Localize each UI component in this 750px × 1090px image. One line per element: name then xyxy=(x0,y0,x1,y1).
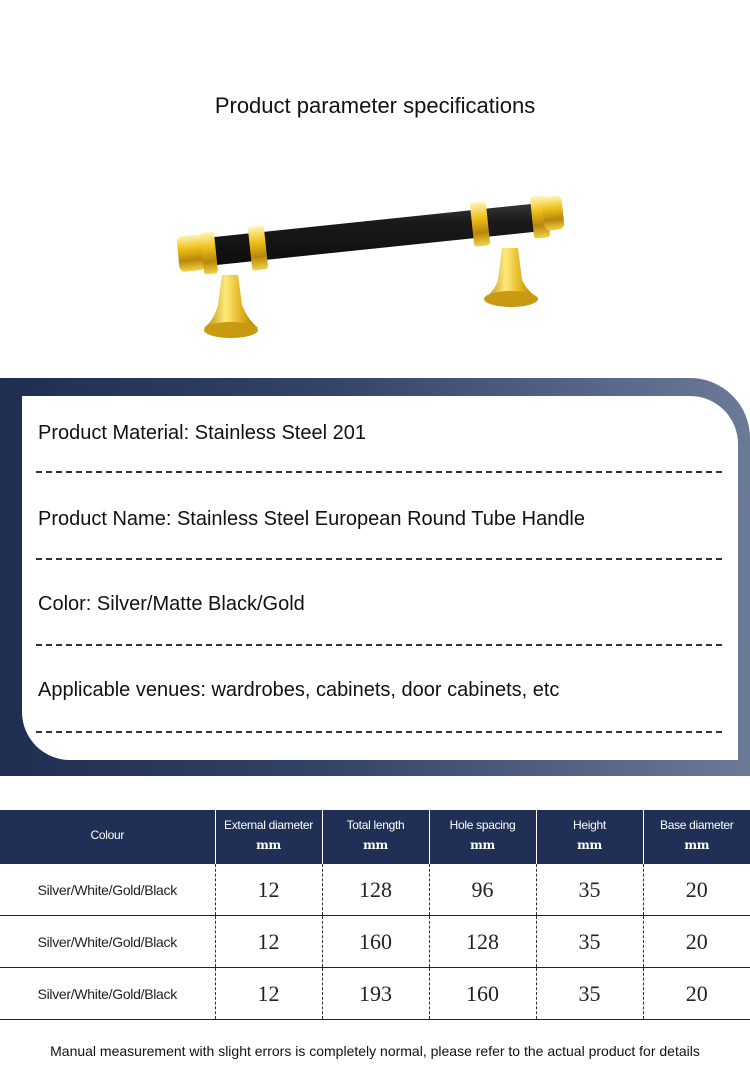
cell-total-length: 160 xyxy=(322,916,429,968)
cell-hole-spacing: 128 xyxy=(429,916,536,968)
col-header-height: Height mm xyxy=(536,810,643,864)
col-header-base-diameter: Base diameter mm xyxy=(643,810,750,864)
col-header-hole-spacing: Hole spacing mm xyxy=(429,810,536,864)
table-row xyxy=(0,864,750,916)
cell-height: 35 xyxy=(536,916,643,968)
measurement-note: Manual measurement with slight errors is completely normal, please refer to the actual product for details xyxy=(50,1043,700,1059)
cell-height: 35 xyxy=(536,968,643,1020)
cell-base-diameter: 20 xyxy=(643,916,750,968)
cell-base-diameter: 20 xyxy=(643,968,750,1020)
cell-total-length: 193 xyxy=(322,968,429,1020)
table-row xyxy=(0,916,750,968)
dashed-divider xyxy=(36,558,722,560)
table-row xyxy=(0,968,750,1020)
dashed-divider xyxy=(36,644,722,646)
cell-hole-spacing: 96 xyxy=(429,864,536,916)
cell-external-diameter: 12 xyxy=(215,916,322,968)
cell-colour: Silver/White/Gold/Black xyxy=(0,968,215,1020)
col-header-external-diameter: External diameter mm xyxy=(215,810,322,864)
cell-colour: Silver/White/Gold/Black xyxy=(0,864,215,916)
spec-name: Product Name: Stainless Steel European Round Tube Handle xyxy=(38,508,586,530)
col-header-colour: Colour xyxy=(0,810,215,864)
cell-hole-spacing: 160 xyxy=(429,968,536,1020)
cell-total-length: 128 xyxy=(322,864,429,916)
dashed-divider xyxy=(36,731,722,733)
cell-height: 35 xyxy=(536,864,643,916)
spec-color: Color: Silver/Matte Black/Gold xyxy=(38,593,305,615)
product-image xyxy=(150,180,580,355)
cell-external-diameter: 12 xyxy=(215,864,322,916)
spec-material: Product Material: Stainless Steel 201 xyxy=(38,422,366,444)
cell-external-diameter: 12 xyxy=(215,968,322,1020)
cell-base-diameter: 20 xyxy=(643,864,750,916)
col-header-total-length: Total length mm xyxy=(322,810,429,864)
dimension-table xyxy=(0,810,750,1020)
page-title: Product parameter specifications xyxy=(214,93,536,118)
dashed-divider xyxy=(36,471,722,473)
spec-card xyxy=(22,396,738,760)
table-header-row xyxy=(0,810,750,864)
spec-venues: Applicable venues: wardrobes, cabinets, door cabinets, etc xyxy=(38,679,560,701)
cell-colour: Silver/White/Gold/Black xyxy=(0,916,215,968)
